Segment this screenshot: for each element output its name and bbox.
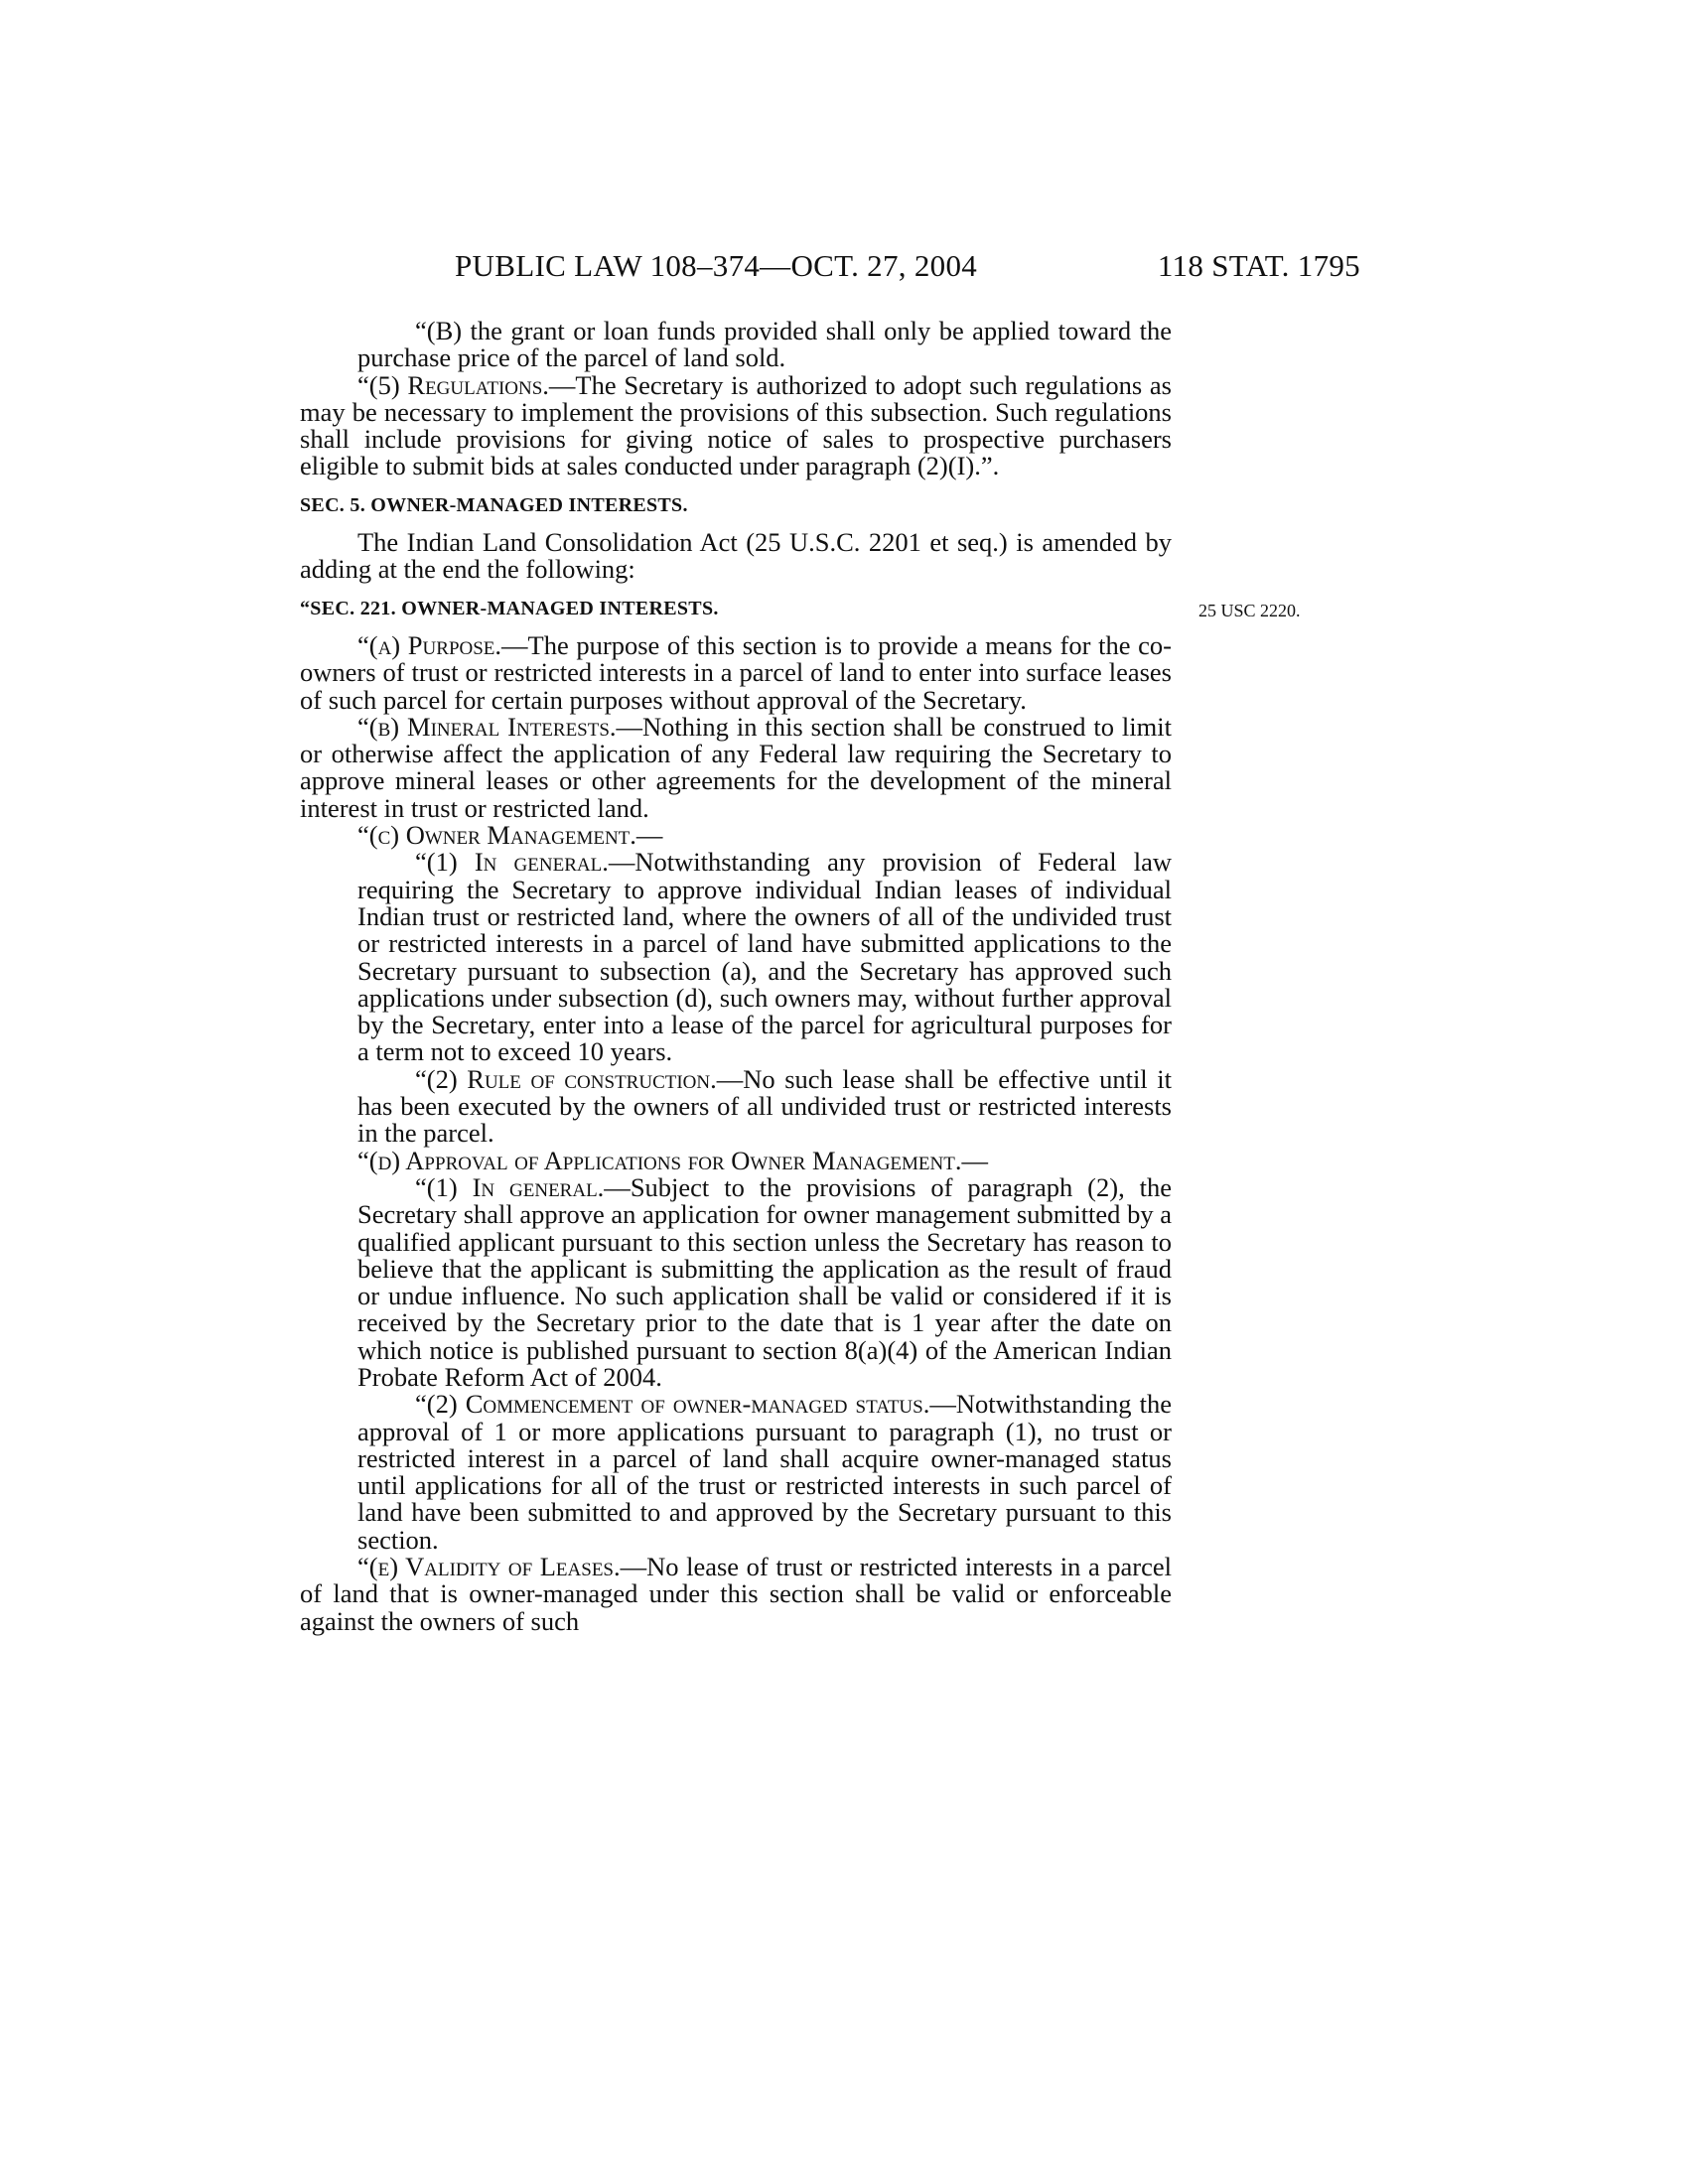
statute-page-number: 118 STAT. 1795 — [1157, 248, 1360, 283]
d1-text: Subject to the provisions of paragraph (2), the Secretary shall approve an application for owner management submitted by a qualified applicant pursuant to this section unless the Secretary has reason to believe that the applicant is submitting the application as the result of fraud or undue influence. No such application shall be valid or considered if it is received by the Secretary prior to the date that is 1 year after the date on which notice is published pursuant to section 8(a)(4) of the American Indian Probate Reform Act of 2004. — [357, 1171, 1172, 1392]
paragraph-5-regulations — [300, 369, 1172, 481]
d1-heading: “(1) In general.— — [415, 1171, 631, 1202]
section-221-heading — [300, 596, 1301, 622]
validity-heading: “(e) Validity of Leases.— — [357, 1552, 647, 1582]
c1-heading: “(1) In general.— — [415, 847, 635, 878]
paragraph-b-grant-loan: “(B) the grant or loan funds provided shall only be applied toward the purchase price of the parcel of land sold. — [357, 316, 1172, 373]
subsection-e-validity-of-leases — [300, 1554, 1172, 1635]
subsection-d1-in-general — [357, 1171, 1172, 1392]
regulations-heading: “(5) Regulations.— — [357, 369, 576, 400]
running-title: PUBLIC LAW 108–374—OCT. 27, 2004 — [455, 248, 978, 283]
purpose-heading: “(a) Purpose.— — [357, 629, 528, 660]
subsection-d2-commencement — [357, 1391, 1172, 1554]
c1-text: Notwithstanding any provision of Federal law requiring the Secretary to approve individual Indian leases of individual Indian trust or restricted land, where the owners of all of the undivided trust or restricted interests in a parcel of land have submitted applications to the Secretary pursuant to subsection (a), and the Secretary has approved such applications under subsection (d), such owners may, without further approval by the Secretary, enter into a lease of the parcel for agricultural purposes for a term not to exceed 10 years. — [357, 847, 1172, 1067]
subsection-a-purpose — [300, 629, 1172, 715]
page-header — [298, 248, 1360, 288]
mineral-interests-text: Nothing in this section shall be construed to limit or otherwise affect the application of any Federal law requiring the Secretary to approve mineral leases or other agreements for the development of the mineral interest in trust or restricted land. — [300, 711, 1172, 823]
d2-text: Notwithstanding the approval of 1 or more applications pursuant to paragraph (1), no trust or restricted interest in a parcel of land shall acquire owner-managed status until applications for all of the trust or restricted interests in such parcel of land have been submitted to and approved by the Secretary pursuant to this section. — [357, 1389, 1172, 1555]
subsection-c-heading: “(c) Owner Management.— — [357, 820, 663, 851]
margin-citation: 25 USC 2220. — [1198, 600, 1301, 620]
section-221-title: “SEC. 221. OWNER-MANAGED INTERESTS. — [300, 597, 719, 619]
subsection-c1-in-general — [357, 849, 1172, 1065]
subsection-d-heading: “(d) Approval of Applications for Owner Management.— — [357, 1145, 988, 1175]
subsection-c2-rule-of-construction — [357, 1063, 1172, 1149]
purpose-text: The purpose of this section is to provide a means for the co-owners of trust or restricted interests in a parcel of land to enter into surface leases of such parcel for certain purposes without approval of the Secretary. — [300, 629, 1172, 715]
c2-text: No such lease shall be effective until it has been executed by the owners of all undivided trust or restricted interests in the parcel. — [357, 1063, 1172, 1149]
validity-text: No lease of trust or restricted interests in a parcel of land that is owner-managed under this section shall be valid or enforceable against the owners of such — [300, 1552, 1173, 1636]
c2-heading: “(2) Rule of construction.— — [415, 1063, 744, 1094]
amendment-intro: The Indian Land Consolidation Act (25 U.S.C. 2201 et seq.) is amended by adding at the end the following: — [300, 527, 1172, 585]
regulations-text: The Secretary is authorized to adopt such regulations as may be necessary to implement the provisions of this subsection. Such regulations shall include provisions for giving notice of sales to prospective purchasers eligible to submit bids at sales conducted under paragraph (2)(I).”. — [300, 369, 1172, 481]
mineral-interests-heading: “(b) Mineral Interests.— — [357, 711, 643, 742]
document-body — [300, 316, 1301, 1636]
d2-heading: “(2) Commencement of owner-managed status.— — [415, 1389, 956, 1420]
section-5-heading: SEC. 5. OWNER-MANAGED INTERESTS. — [300, 493, 688, 516]
subsection-b-mineral-interests — [300, 711, 1172, 823]
